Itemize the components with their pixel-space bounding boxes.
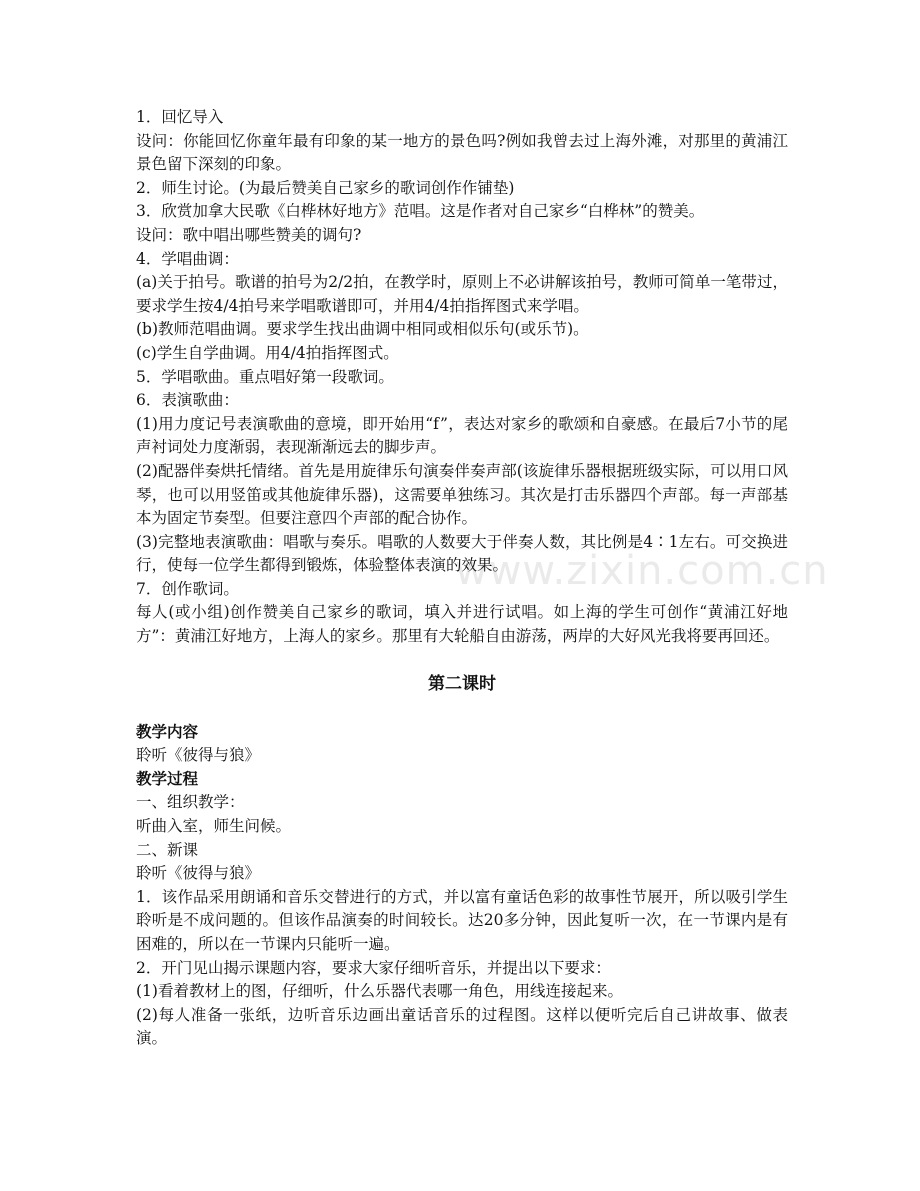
paragraph: 2．师生讨论。(为最后赞美自己家乡的歌词创作作铺垫) xyxy=(136,178,515,197)
paragraph: 3．欣赏加拿大民歌《白桦林好地方》范唱。这是作者对自己家乡“白桦林”的赞美。 xyxy=(136,202,705,221)
paragraph: (3)完整地表演歌曲：唱歌与奏乐。唱歌的人数要大于伴奏人数，其比例是4∶1左右。可交换进行，使每一位学生都得到锻炼，体验整体表演的效果。 xyxy=(136,532,788,575)
paragraph: 7．创作歌词。 xyxy=(136,579,239,598)
content-heading: 教学内容 xyxy=(136,722,199,741)
paragraph: 设问：你能回忆你童年最有印象的某一地方的景色吗?例如我曾去过上海外滩，对那里的黄浦江景色留下深刻的印象。 xyxy=(136,131,788,174)
paragraph: 1．该作品采用朗诵和音乐交替进行的方式，并以富有童话色彩的故事性节展开，所以吸引学生聆听是不成问题的。但该作品演奏的时间较长。达20多分钟，因此复听一次，在一节课内是有困难的，所以在一节课内只能听一遍。 xyxy=(136,887,788,953)
document-body xyxy=(136,106,788,1051)
watermark: www.zixin.com.cn xyxy=(455,548,829,594)
paragraph: (2)配器伴奏烘托情绪。首先是用旋律乐句演奏伴奏声部(该旋律乐器根据班级实际，可以用口风琴，也可以用竖笛或其他旋律乐器)，这需要单独练习。其次是打击乐器四个声部。每一声部基本为固定节奏型。但要注意四个声部的配合协作。 xyxy=(136,461,788,528)
paragraph: 二、新课 xyxy=(136,840,199,859)
paragraph: (2)每人准备一张纸，边听音乐边画出童话音乐的过程图。这样以便听完后自己讲故事、做表演。 xyxy=(136,1005,788,1048)
paragraph: (c)学生自学曲调。用4/4拍指挥图式。 xyxy=(136,343,399,362)
process-heading: 教学过程 xyxy=(136,769,199,788)
paragraph: 6．表演歌曲： xyxy=(136,391,239,410)
paragraph: 1．回忆导入 xyxy=(136,108,224,126)
paragraph: 5．学唱歌曲。重点唱好第一段歌词。 xyxy=(136,367,394,386)
paragraph: 每人(或小组)创作赞美自己家乡的歌词，填入并进行试唱。如上海的学生可创作“黄浦江好地方”：黄浦江好地方，上海人的家乡。那里有大轮船自由游荡，两岸的大好风光我将要再回还。 xyxy=(136,603,788,646)
paragraph: 听曲入室，师生问候。 xyxy=(136,817,292,836)
paragraph: (1)用力度记号表演歌曲的意境，即开始用“f”，表达对家乡的歌颂和自豪感。在最后7小节的尾声衬词处力度渐弱，表现渐渐远去的脚步声。 xyxy=(136,414,788,457)
paragraph: 聆听《彼得与狼》 xyxy=(136,746,261,765)
paragraph: 聆听《彼得与狼》 xyxy=(136,864,261,883)
section-title: 第二课时 xyxy=(428,673,496,694)
paragraph: (b)教师范唱曲调。要求学生找出曲调中相同或相似乐句(或乐节)。 xyxy=(136,320,589,339)
paragraph: 2．开门见山揭示课题内容，要求大家仔细听音乐，并提出以下要求： xyxy=(136,958,611,977)
paragraph: 4．学唱曲调： xyxy=(136,249,239,268)
paragraph: (1)看着教材上的图，仔细听，什么乐器代表哪一角色，用线连接起来。 xyxy=(136,982,623,1001)
paragraph: 一、组织教学： xyxy=(136,793,245,812)
paragraph: 设问：歌中唱出哪些赞美的调句? xyxy=(136,225,362,244)
paragraph: (a)关于拍号。歌谱的拍号为2/2拍，在教学时，原则上不必讲解该拍号，教师可简单一笔带过，要求学生按4/4拍号来学唱歌谱即可，并用4/4拍指挥图式来学唱。 xyxy=(136,273,788,315)
